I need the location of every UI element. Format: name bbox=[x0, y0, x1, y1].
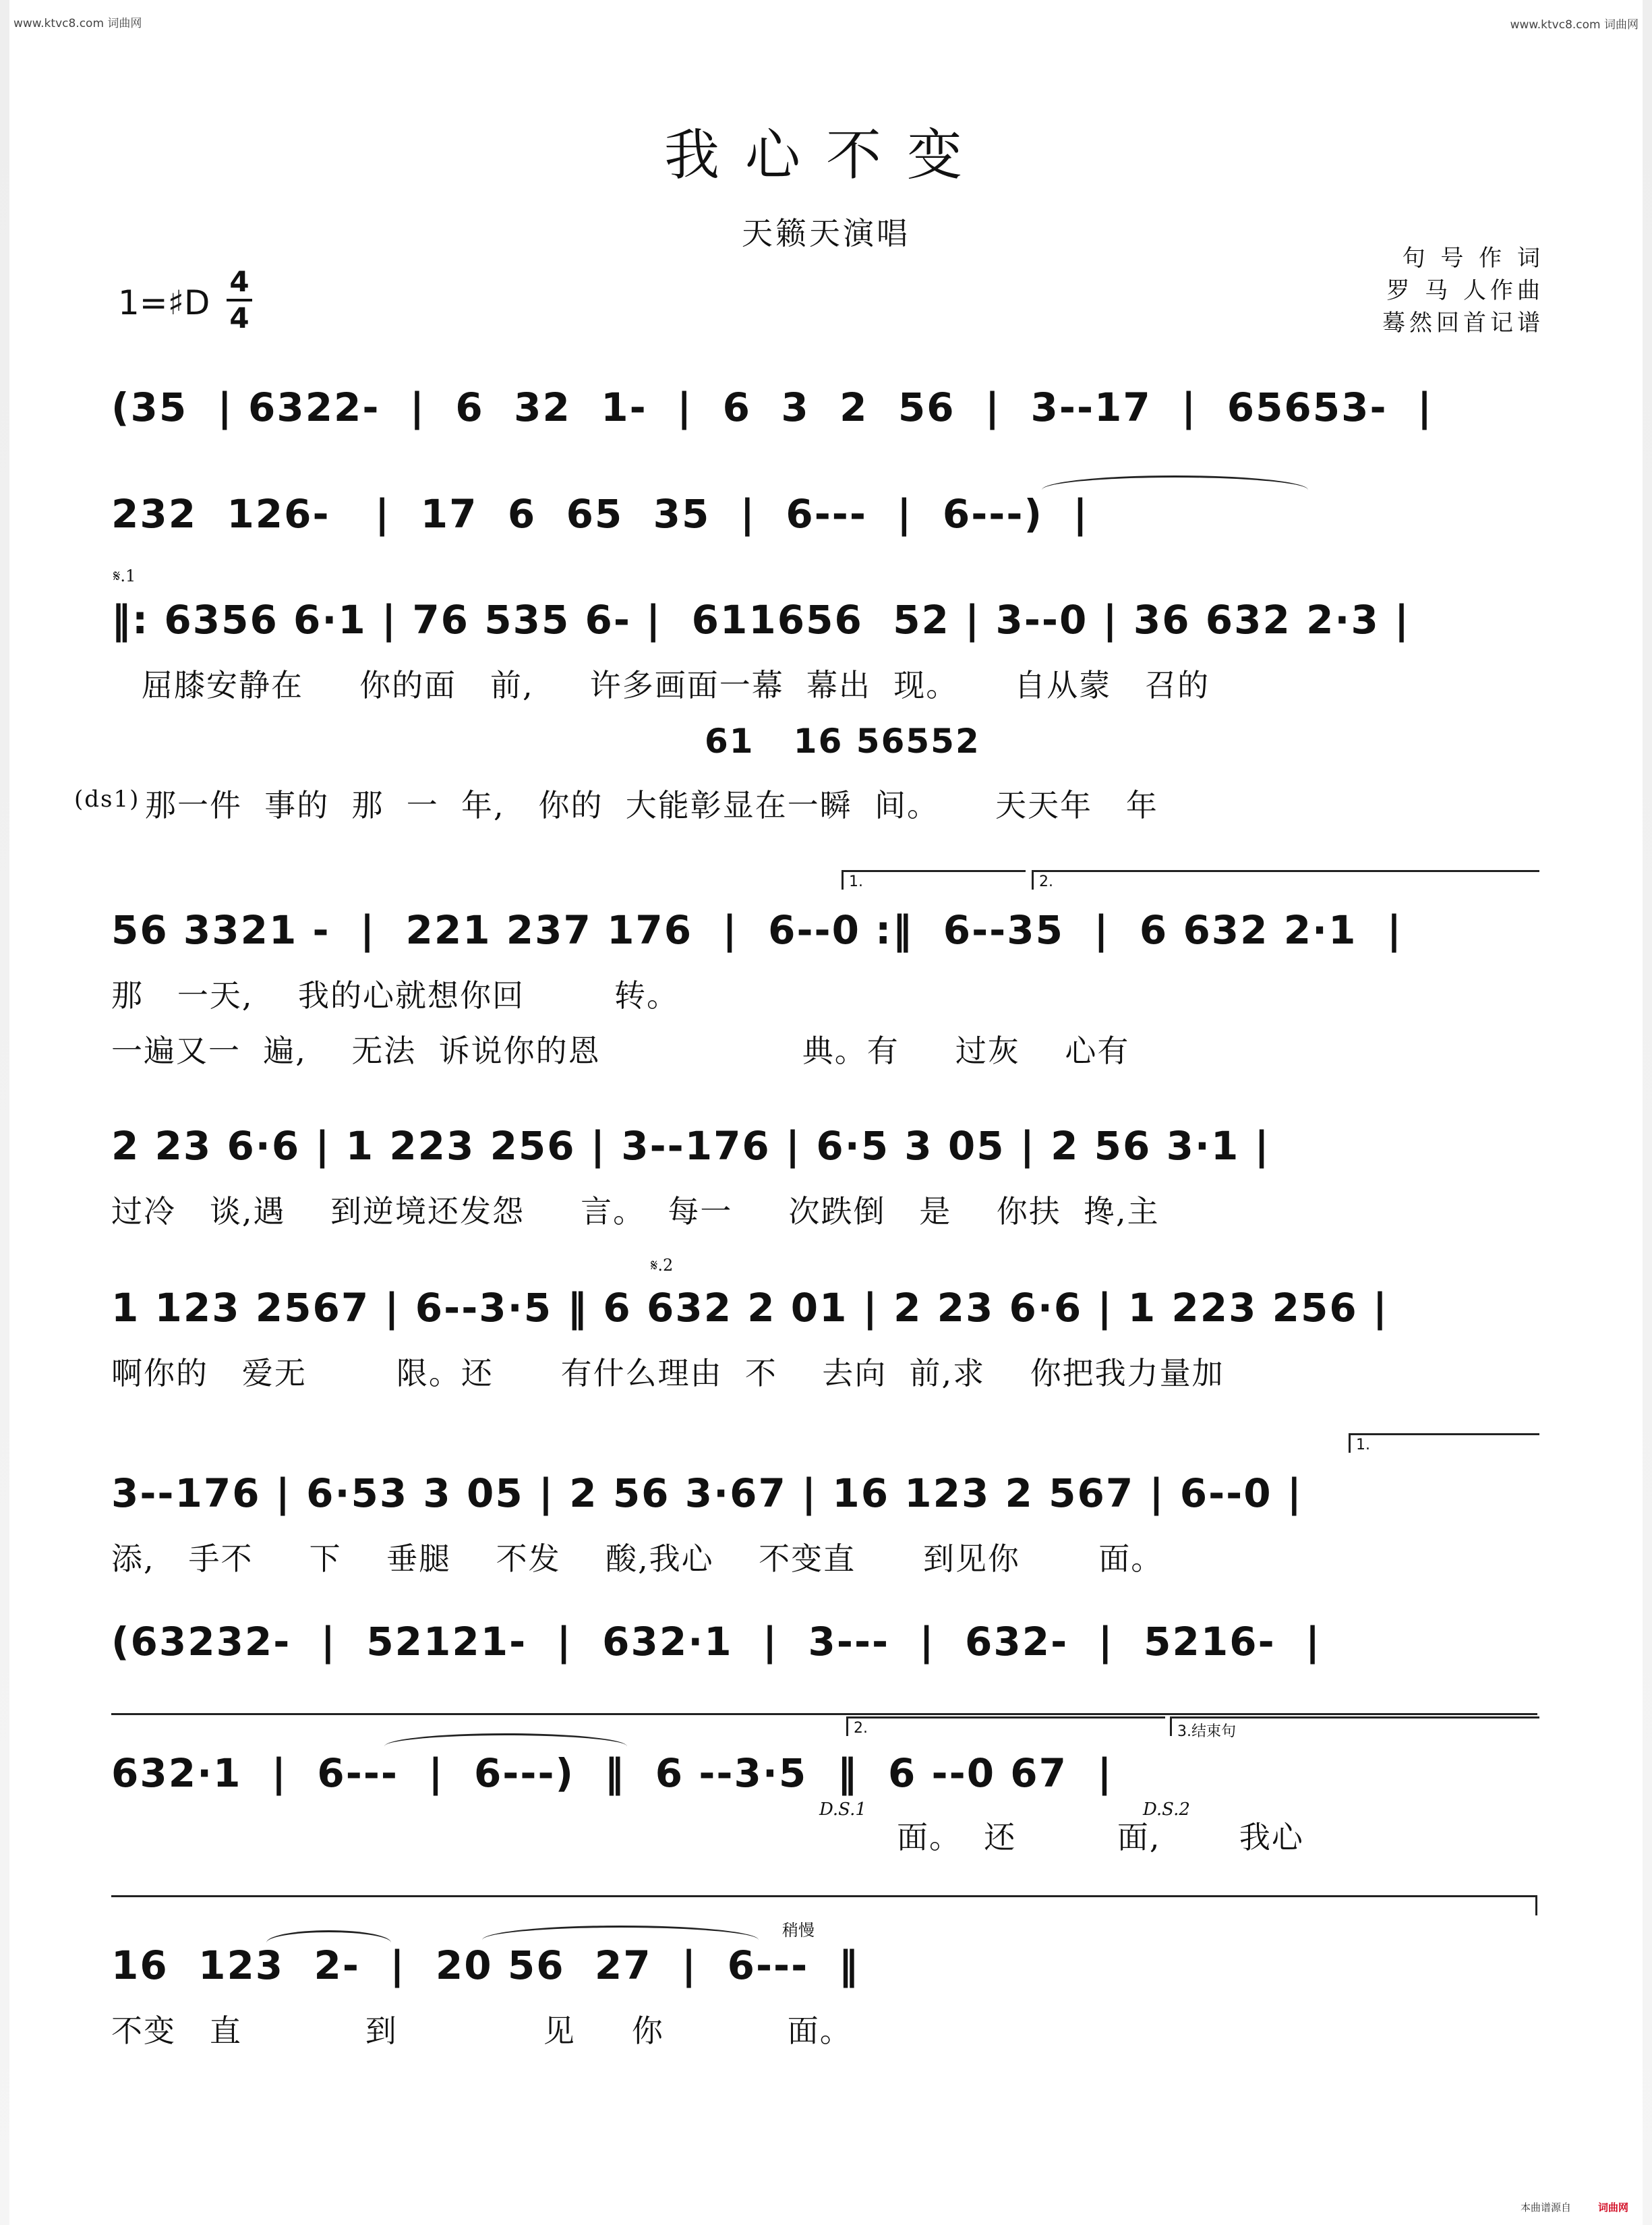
segno-1: 𝄋.1 bbox=[113, 567, 136, 585]
time-signature-bottom: 4 bbox=[229, 301, 249, 335]
segno-2: 𝄋.2 bbox=[651, 1256, 674, 1275]
time-signature-top: 4 bbox=[229, 265, 249, 298]
score-row-3-alt-notes: 61 16 56552 bbox=[705, 722, 980, 761]
score-row-9-notes: 632·1 | 6--- | 6---) ‖ 6 --3·5 ‖ 6 --0 67 | bbox=[111, 1750, 1113, 1796]
tie-arc-row-2 bbox=[1042, 475, 1308, 504]
score-row-5-lyric-1: 过冷 谈,遇 到逆境还发怨 言。 每一 次跌倒 是 你扶 搀,主 bbox=[111, 1193, 1160, 1230]
score-row-9-lyric-1: 面。 还 面, 我心 bbox=[897, 1819, 1304, 1855]
score-row-5-notes: 2 23 6·6 | 1 223 256 | 3--176 | 6·5 3 05 | 2 56 3·1 | bbox=[111, 1123, 1270, 1169]
key-signature: 1=♯D bbox=[118, 283, 210, 322]
score-row-3-lyric-2: 那一件 事的 那 一 年, 你的 大能彰显在一瞬 间。 天天年 年 bbox=[145, 787, 1158, 823]
volta-2-row-9: 2. bbox=[846, 1716, 1165, 1736]
slur-row-10-a bbox=[266, 1930, 391, 1955]
section-rule-row-10-end bbox=[1535, 1895, 1537, 1915]
footer-logo: 词曲网 bbox=[1598, 2201, 1629, 2214]
tie-row-10-b bbox=[482, 1926, 759, 1955]
score-row-8-notes: (63232- | 52121- | 632·1 | 3--- | 632- | 5216- | bbox=[111, 1619, 1322, 1665]
ds2-mark: D.S.2 bbox=[1143, 1799, 1190, 1820]
score-row-4-notes: 56 3321 - | 221 237 176 | 6--0 :‖ 6--35 | 6 632 2·1 | bbox=[111, 907, 1403, 953]
ds1-mark: D.S.1 bbox=[819, 1799, 866, 1820]
song-title: 我心不变 bbox=[663, 123, 988, 187]
header-site-left: www.ktvc8.com 词曲网 bbox=[13, 17, 142, 30]
tie-arc-row-9 bbox=[384, 1733, 627, 1760]
section-rule-row-10 bbox=[111, 1895, 1537, 1897]
composer-credit: 罗 马 人作曲 bbox=[1386, 277, 1544, 304]
header-site-right: www.ktvc8.com 词曲网 bbox=[1510, 18, 1639, 32]
score-row-10-lyric-1: 不变 直 到 见 你 面。 bbox=[111, 2013, 852, 2049]
score-row-4-lyric-1: 那 一天, 我的心就想你回 转。 bbox=[111, 977, 679, 1014]
score-row-2-notes: 232 126- | 17 6 65 35 | 6--- | 6---) | bbox=[111, 491, 1089, 537]
volta-1-row-7: 1. bbox=[1349, 1433, 1539, 1453]
tempo-mark: 稍慢 bbox=[782, 1921, 815, 1940]
score-row-6-notes: 1 123 2567 | 6--3·5 ‖ 6 632 2 01 | 2 23 6·6 | 1 223 256 | bbox=[111, 1285, 1389, 1331]
time-signature bbox=[223, 266, 256, 334]
score-row-3-ds1-marker: (ds1) bbox=[74, 786, 140, 813]
score-row-7-lyric-1: 添, 手不 下 垂腿 不发 酸,我心 不变直 到见你 面。 bbox=[111, 1540, 1164, 1577]
section-rule-row-9 bbox=[111, 1713, 1537, 1715]
transcriber-credit: 蓦然回首记谱 bbox=[1382, 310, 1544, 337]
score-row-6-lyric-1: 啊你的 爱无 限。还 有什么理由 不 去向 前,求 你把我力量加 bbox=[111, 1355, 1225, 1391]
left-edge-strip bbox=[0, 0, 9, 2225]
volta-3-row-9: 3.结束句 bbox=[1170, 1716, 1539, 1736]
footer-source: 本曲谱源自 bbox=[1521, 2201, 1572, 2214]
lyricist-credit: 句 号 作 词 bbox=[1402, 245, 1544, 272]
right-edge-strip bbox=[1643, 0, 1652, 2225]
score-row-3-lyric-1: 屈膝安静在 你的面 前, 许多画面一幕 幕出 现。 自从蒙 召的 bbox=[142, 667, 1210, 703]
score-row-1-notes: (35 | 6322- | 6 32 1- | 6 3 2 56 | 3--17 | 65653- | bbox=[111, 384, 1434, 430]
score-row-3-notes: ‖: 6356 6·1 | 76 535 6- | 611656 52 | 3--0 | 36 632 2·3 | bbox=[111, 597, 1411, 643]
score-row-10-notes: 16 123 2- | 20 56 27 | 6--- ‖ bbox=[111, 1942, 860, 1988]
volta-2-row-4: 2. bbox=[1032, 870, 1539, 890]
singer-line: 天籁天演唱 bbox=[742, 215, 910, 252]
score-row-7-notes: 3--176 | 6·53 3 05 | 2 56 3·67 | 16 123 2 567 | 6--0 | bbox=[111, 1470, 1303, 1516]
score-row-4-lyric-2: 一遍又一 遍, 无法 诉说你的恩 典。有 过灰 心有 bbox=[111, 1033, 1130, 1069]
volta-1-row-4: 1. bbox=[842, 870, 1026, 890]
